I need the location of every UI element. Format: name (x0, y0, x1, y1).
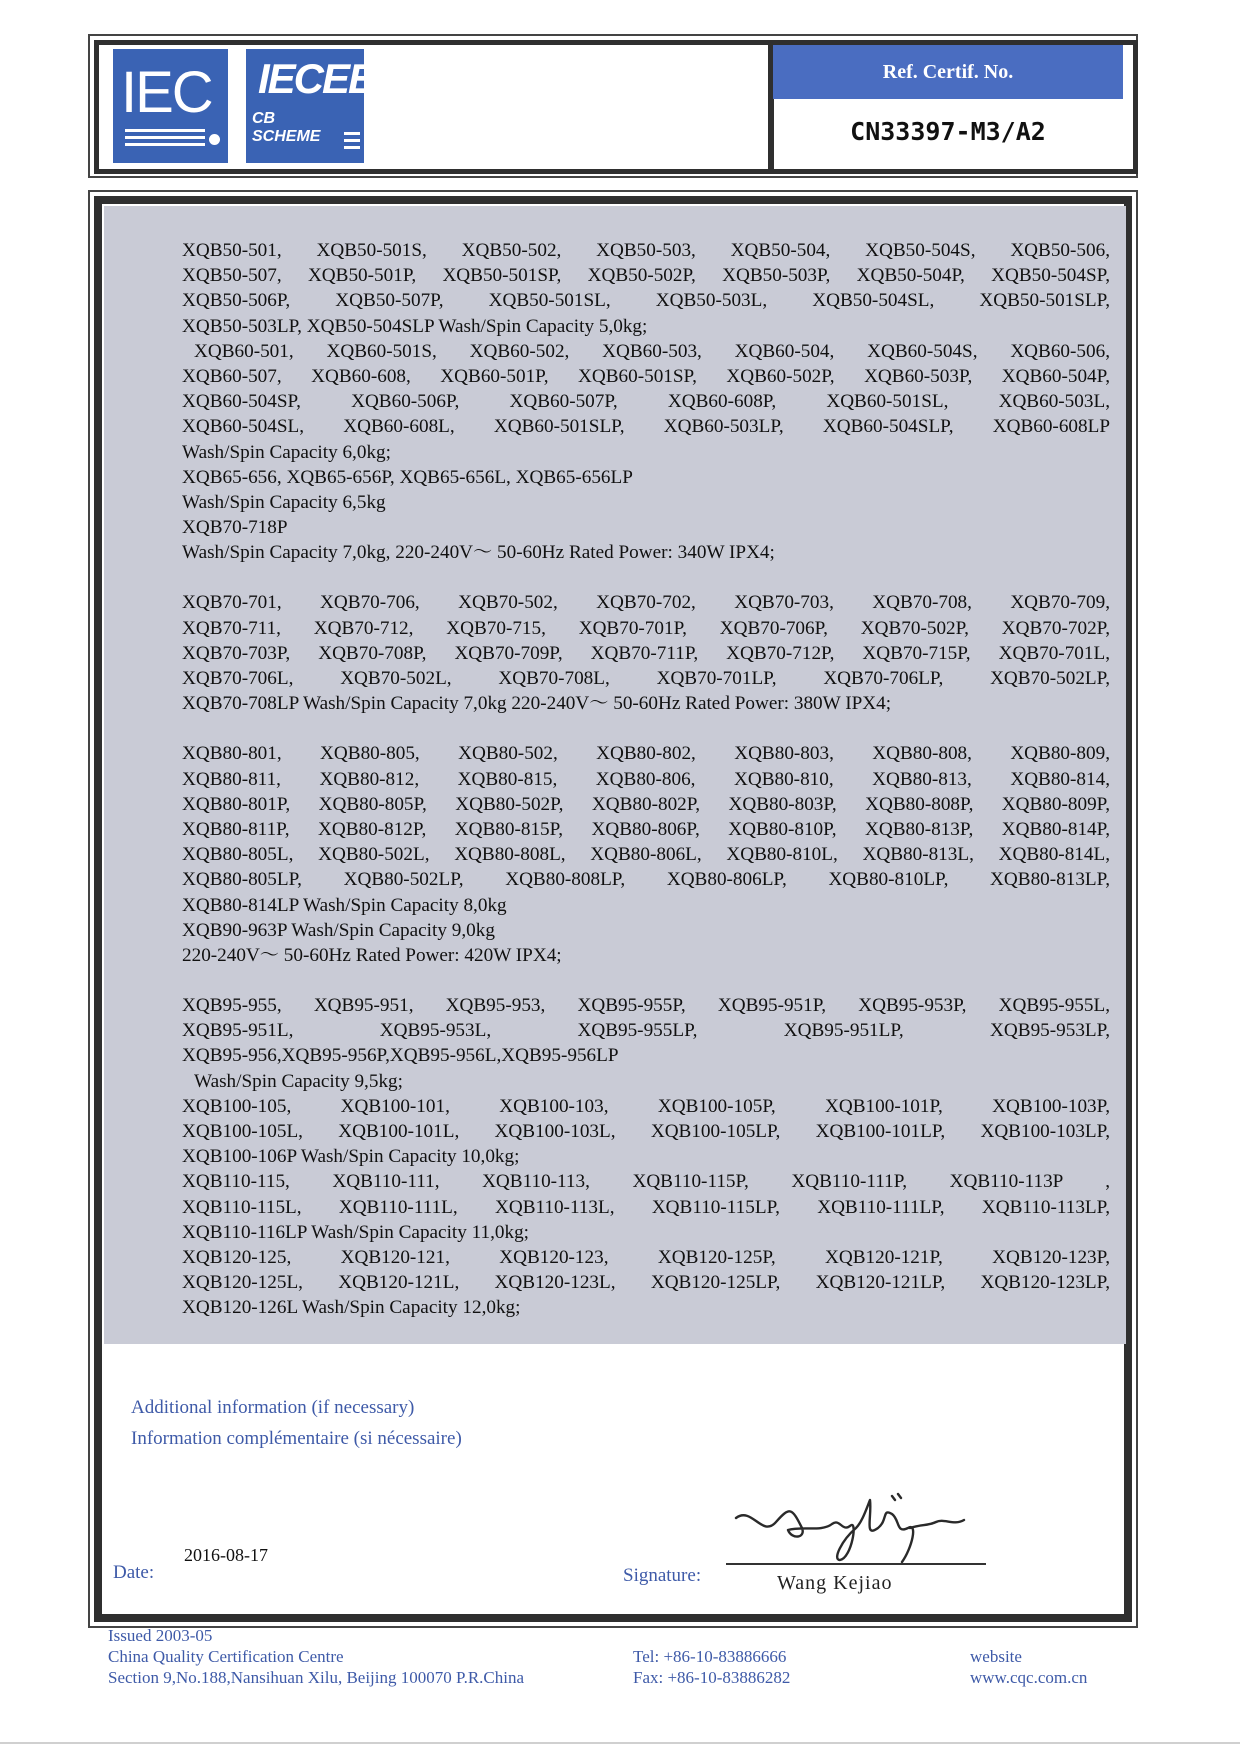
model-list-line: XQB95-955, XQB95-951, XQB95-953, XQB95-955P, XQB95-951P, XQB95-953P, XQB95-955L, (182, 995, 1110, 1017)
footer-contact (633, 1646, 790, 1688)
model-list-line: XQB70-718P (182, 517, 288, 539)
model-list-line: XQB95-956,XQB95-956P,XQB95-956L,XQB95-956LP (182, 1045, 619, 1067)
model-list-line: XQB50-501, XQB50-501S, XQB50-502, XQB50-503, XQB50-504, XQB50-504S, XQB50-506, (182, 240, 1110, 261)
date-value: 2016-08-17 (184, 1545, 268, 1565)
page-bottom-edge (0, 1742, 1240, 1744)
model-list-line: XQB80-801, XQB80-805, XQB80-502, XQB80-802, XQB80-803, XQB80-808, XQB80-809, (182, 743, 1110, 765)
iecee-logo-scheme: SCHEME (252, 128, 321, 145)
footer-issuer (108, 1625, 524, 1688)
model-list-line: XQB60-507, XQB60-608, XQB60-501P, XQB60-501SP, XQB60-502P, XQB60-503P, XQB60-504P, (182, 365, 1110, 387)
model-list-line: XQB120-126L Wash/Spin Capacity 12,0kg; (182, 1297, 521, 1319)
iec-logo (113, 49, 228, 163)
iecee-logo-lines (344, 132, 360, 153)
model-list-line: XQB50-506P, XQB50-507P, XQB50-501SL, XQB50-503L, XQB50-504SL, XQB50-501SLP, (182, 290, 1110, 312)
date-label: Date: (113, 1562, 155, 1583)
footer-website-label: website (970, 1647, 1022, 1666)
model-list-line: XQB120-125L, XQB120-121L, XQB120-123L, XQB120-125LP, XQB120-121LP, XQB120-123LP, (182, 1272, 1110, 1294)
model-list-line: XQB60-501, XQB60-501S, XQB60-502, XQB60-503, XQB60-504, XQB60-504S, XQB60-506, (194, 340, 1110, 362)
model-list-line: XQB70-708LP Wash/Spin Capacity 7,0kg 220-240V～ 50-60Hz Rated Power: 380W IPX4; (182, 693, 892, 715)
model-list-line: XQB110-116LP Wash/Spin Capacity 11,0kg; (182, 1221, 530, 1243)
model-list-line: XQB70-701, XQB70-706, XQB70-502, XQB70-702, XQB70-703, XQB70-708, XQB70-709, (182, 592, 1110, 614)
footer-website (970, 1646, 1087, 1688)
signature-line (726, 1563, 986, 1565)
model-list-line: Wash/Spin Capacity 7,0kg, 220-240V～ 50-60Hz Rated Power: 340W IPX4; (182, 542, 775, 564)
model-list-spacer (182, 716, 1110, 741)
ref-certif-label: Ref. Certif. No. (773, 45, 1123, 99)
model-list-line: XQB100-105, XQB100-101, XQB100-103, XQB100-105P, XQB100-101P, XQB100-103P, (182, 1095, 1110, 1117)
additional-info-en: Additional information (if necessary) (131, 1397, 415, 1418)
model-list-line: XQB70-711, XQB70-712, XQB70-715, XQB70-701P, XQB70-706P, XQB70-502P, XQB70-702P, (182, 617, 1110, 639)
signature-scribble (732, 1488, 982, 1568)
model-list-line: Wash/Spin Capacity 9,5kg; (194, 1070, 403, 1092)
model-list-line: XQB110-115L, XQB110-111L, XQB110-113L, XQB110-115LP, XQB110-111LP, XQB110-113LP, (182, 1196, 1110, 1218)
model-list-line: XQB70-706L, XQB70-502L, XQB70-708L, XQB70-701LP, XQB70-706LP, XQB70-502LP, (182, 668, 1110, 689)
signatory-name: Wang Kejiao (777, 1572, 893, 1594)
footer-fax: Fax: +86-10-83886282 (633, 1668, 791, 1687)
model-list (182, 238, 1110, 1321)
model-list-line: XQB110-115, XQB110-111, XQB110-113, XQB110-115P, XQB110-111P, XQB110-113P , (182, 1171, 1110, 1193)
footer-issued: Issued 2003-05 (108, 1626, 213, 1645)
model-list-line: XQB100-105L, XQB100-101L, XQB100-103L, XQB100-105LP, XQB100-101LP, XQB100-103LP, (182, 1121, 1110, 1142)
model-list-spacer (182, 565, 1110, 590)
iecee-logo-cb: CB (252, 110, 276, 127)
iec-logo-text: IEC (121, 60, 212, 125)
model-list-line: XQB80-811P, XQB80-812P, XQB80-815P, XQB80-806P, XQB80-810P, XQB80-813P, XQB80-814P, (182, 818, 1110, 840)
iec-logo-dot (209, 134, 220, 145)
model-list-line: XQB70-703P, XQB70-708P, XQB70-709P, XQB70-711P, XQB70-712P, XQB70-715P, XQB70-701L, (182, 642, 1110, 664)
iecee-logo-text: IECEE (258, 55, 375, 102)
model-list-line: XQB80-814LP Wash/Spin Capacity 8,0kg (182, 894, 507, 916)
model-list-line: XQB100-106P Wash/Spin Capacity 10,0kg; (182, 1146, 520, 1168)
model-list-line: XQB80-805L, XQB80-502L, XQB80-808L, XQB80-806L, XQB80-810L, XQB80-813L, XQB80-814L, (182, 844, 1110, 866)
iec-logo-bars (125, 129, 205, 150)
signature-label: Signature: (623, 1565, 702, 1586)
ref-certif-number: CN33397-M3/A2 (850, 116, 1046, 146)
model-list-line: 220-240V～ 50-60Hz Rated Power: 420W IPX4; (182, 944, 562, 966)
model-list-line: XQB80-805LP, XQB80-502LP, XQB80-808LP, XQB80-806LP, XQB80-810LP, XQB80-813LP, (182, 869, 1110, 891)
model-list-spacer (182, 968, 1110, 993)
footer-org: China Quality Certification Centre (108, 1647, 344, 1666)
model-list-line: Wash/Spin Capacity 6,0kg; (182, 441, 391, 463)
model-list-line: XQB50-507, XQB50-501P, XQB50-501SP, XQB50-502P, XQB50-503P, XQB50-504P, XQB50-504SP, (182, 265, 1110, 287)
model-list-line: Wash/Spin Capacity 6,5kg (182, 491, 386, 513)
footer-tel: Tel: +86-10-83886666 (633, 1647, 787, 1666)
model-list-line: XQB65-656, XQB65-656P, XQB65-656L, XQB65-656LP (182, 466, 633, 488)
model-list-line: XQB60-504SL, XQB60-608L, XQB60-501SLP, XQB60-503LP, XQB60-504SLP, XQB60-608LP (182, 416, 1110, 438)
model-list-line: XQB60-504SP, XQB60-506P, XQB60-507P, XQB60-608P, XQB60-501SL, XQB60-503L, (182, 391, 1110, 413)
model-list-line: XQB80-801P, XQB80-805P, XQB80-502P, XQB80-802P, XQB80-803P, XQB80-808P, XQB80-809P, (182, 793, 1110, 815)
footer-address: Section 9,No.188,Nansihuan Xilu, Beijing 100070 P.R.China (108, 1668, 525, 1687)
additional-info-fr: Information complémentaire (si nécessaire) (131, 1428, 462, 1449)
model-list-line: XQB95-951L, XQB95-953L, XQB95-955LP, XQB95-951LP, XQB95-953LP, (182, 1020, 1110, 1042)
footer-website-url[interactable]: www.cqc.com.cn (970, 1668, 1088, 1687)
model-list-line: XQB90-963P Wash/Spin Capacity 9,0kg (182, 919, 495, 941)
model-list-line: XQB80-811, XQB80-812, XQB80-815, XQB80-806, XQB80-810, XQB80-813, XQB80-814, (182, 768, 1110, 790)
iecee-logo (246, 49, 375, 163)
model-list-line: XQB50-503LP, XQB50-504SLP Wash/Spin Capacity 5,0kg; (182, 315, 648, 337)
model-list-line: XQB120-125, XQB120-121, XQB120-123, XQB120-125P, XQB120-121P, XQB120-123P, (182, 1246, 1110, 1268)
